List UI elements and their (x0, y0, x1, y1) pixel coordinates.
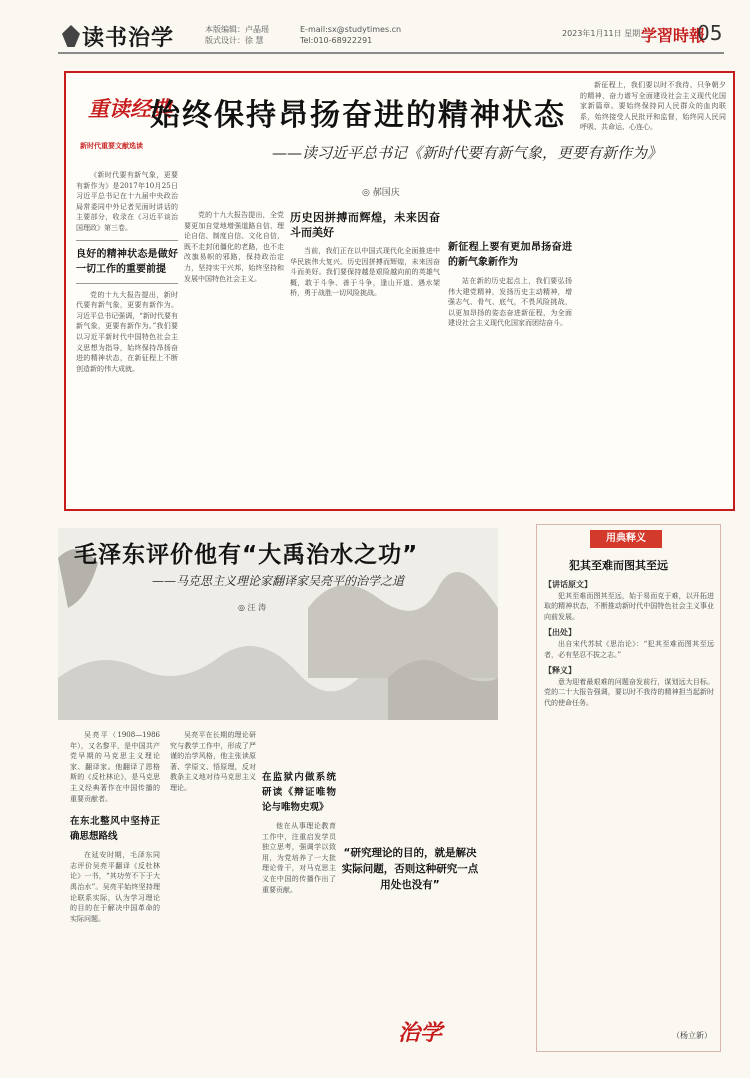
sidebar-signature: （杨立新） (672, 1031, 712, 1040)
main-column-5 (580, 80, 726, 500)
divider (76, 240, 178, 241)
column-kicker: 重读经典 (88, 96, 172, 121)
section-heading-2: 历史因拼搏而辉煌，未来因奋斗而美好 (290, 211, 440, 239)
body-paragraph: 新征程上，我们要以时不我待、只争朝夕的精神，奋力谱写全面建设社会主义现代化国家新篇章。要始终保持同人民群众的血肉联系，始终接受人民批评和监督，始终同人民同呼吸、共命运、心连心。 (580, 81, 726, 132)
sidebar-label: 用典释义 (590, 530, 662, 548)
second-byline: ◎ 汪 涛 (238, 603, 267, 612)
body-paragraph: 党的十九大报告提出，新时代要有新气象，更要有新作为。习近平总书记强调，“新时代要有新气象，更要有新作为。”我们要以习近平新时代中国特色社会主义思想为指导，始终保持昂扬奋进的精神状态，在新征程上不断创造新的伟大成就。 (76, 290, 178, 373)
intro-paragraph: 《新时代要有新气象，更要有新作为》是2017年10月25日习近平总书记在十九届中央政治局常委同中外记者见面时讲话的主要部分，收录在《习近平谈治国理政》第三卷。 (76, 171, 178, 232)
sidebar-label-meaning: 【释义】 (544, 666, 576, 676)
section-heading-1: 良好的精神状态是做好一切工作的重要前提 (76, 248, 178, 275)
pull-quote: “研究理论的目的，就是解决实际问题，否则这种研究一点用处也没有” (341, 847, 479, 891)
sidebar-label-original: 【讲话原文】 (544, 580, 592, 589)
second-headline: 毛泽东评价他有“大禹治水之功” (74, 542, 419, 568)
second-section-heading-1: 在东北整风中坚持正确思想路线 (70, 816, 160, 843)
main-column-2 (184, 210, 284, 500)
editor-info (205, 24, 269, 46)
issue-date: 2023年1月11日 星期三 (562, 29, 649, 38)
email-line: E-mail:sx@studytimes.cn (300, 25, 402, 34)
phone-line: Tel:010-68922291 (300, 36, 373, 45)
sidebar-meaning-text: 意为迎着最艰难的问题奋发前行，谋划远大目标。党的二十大报告强调，要以时不我待的精神担当起新时代的使命任务。 (544, 677, 714, 707)
main-byline: ◎ 郝国庆 (362, 188, 400, 198)
sidebar-source-text: 出自宋代苏轼《思治论》：“犯其至难而图其至远者，必有坚忍不拔之志。” (544, 639, 714, 659)
sidebar-title: 犯其至难而图其至远 (569, 559, 668, 572)
body-paragraph: 吴亮平在长期的理论研究与教学工作中，形成了严谨的治学风格，他主张读原著、学原文、悟原理，反对教条主义地对待马克思主义理论。 (170, 731, 256, 792)
body-paragraph: 当前，我们正在以中国式现代化全面推进中华民族伟大复兴。历史因拼搏而辉煌，未来因奋斗而美好。我们要保持越是艰险越向前的英雄气概，敢于斗争、善于斗争，逢山开道、遇水架桥，勇于战胜一切风险挑战。 (290, 247, 440, 298)
editor-line: 本版编辑：卢晶瑶 (205, 25, 269, 34)
second-column-1 (70, 730, 160, 1060)
sidebar-original-text: 犯其至难而图其至远，始于易而克于难，以开拓进取的精神状态，不断推动新时代中国特色社会主义事业向前发展。 (544, 591, 714, 621)
sidebar-body (544, 580, 714, 1040)
main-subtitle: ——读习近平总书记《新时代要有新气象，更要有新作为》 (272, 144, 663, 162)
main-column-4 (448, 210, 572, 500)
divider (76, 283, 178, 284)
header-divider (58, 52, 724, 54)
main-column-1 (76, 170, 178, 500)
body-paragraph: 他在从事理论教育工作中，注重启发学员独立思考，强调学以致用，为党培养了一大批理论骨干，对马克思主义在中国的传播作出了重要贡献。 (262, 822, 336, 894)
section-heading-3: 新征程上要有更加昂扬奋进的新气象新作为 (448, 242, 572, 268)
page-number: 05 (697, 21, 723, 45)
contact-info (300, 24, 401, 46)
second-column-2 (170, 730, 256, 1060)
section-title: 读书治学 (82, 26, 175, 51)
second-column-3 (262, 730, 336, 1060)
second-section-heading-2: 在监狱内做系统研读《辩证唯物论与唯物史观》 (262, 772, 336, 813)
main-headline: 始终保持昂扬奋进的精神状态 (150, 98, 566, 133)
body-paragraph: 党的十九大报告提出，全党要更加自觉地增强道路自信、理论自信、制度自信、文化自信，既不走封闭僵化的老路，也不走改旗易帜的邪路，保持政治定力，坚持实干兴邦，始终坚持和发展中国特色社会主义。 (184, 211, 284, 283)
page-header (0, 0, 750, 56)
column-kicker-sub: 新时代重要文献选读 (80, 142, 143, 150)
body-paragraph: 在延安时期，毛泽东同志评价吴亮平翻译《反杜林论》一书，“其功劳不下于大禹治水”。吴亮平始终坚持理论联系实际，认为学习理论的目的在于解决中国革命的实际问题。 (70, 851, 160, 923)
section-logo-icon (62, 25, 80, 47)
main-column-3 (290, 210, 440, 500)
second-subtitle: ——马克思主义理论家翻译家吴亮平的治学之道 (152, 574, 405, 588)
newspaper-brand: 学習時報 (641, 26, 706, 45)
studies-seal: 治学 (398, 1020, 443, 1046)
designer-line: 版式设计：徐 慧 (205, 36, 264, 45)
body-paragraph: 站在新的历史起点上，我们要弘扬伟大建党精神，发扬历史主动精神，增强志气、骨气、底气，不畏风险挑战，以更加昂扬的姿态奋进新征程，为全面建设社会主义现代化国家而团结奋斗。 (448, 277, 572, 328)
body-paragraph: 吴亮平（1908—1986年），又名黎平，是中国共产党早期的马克思主义理论家、翻译家。他翻译了恩格斯的《反杜林论》，是马克思主义经典著作在中国传播的重要贡献者。 (70, 731, 160, 803)
sidebar-label-source: 【出处】 (544, 628, 576, 638)
